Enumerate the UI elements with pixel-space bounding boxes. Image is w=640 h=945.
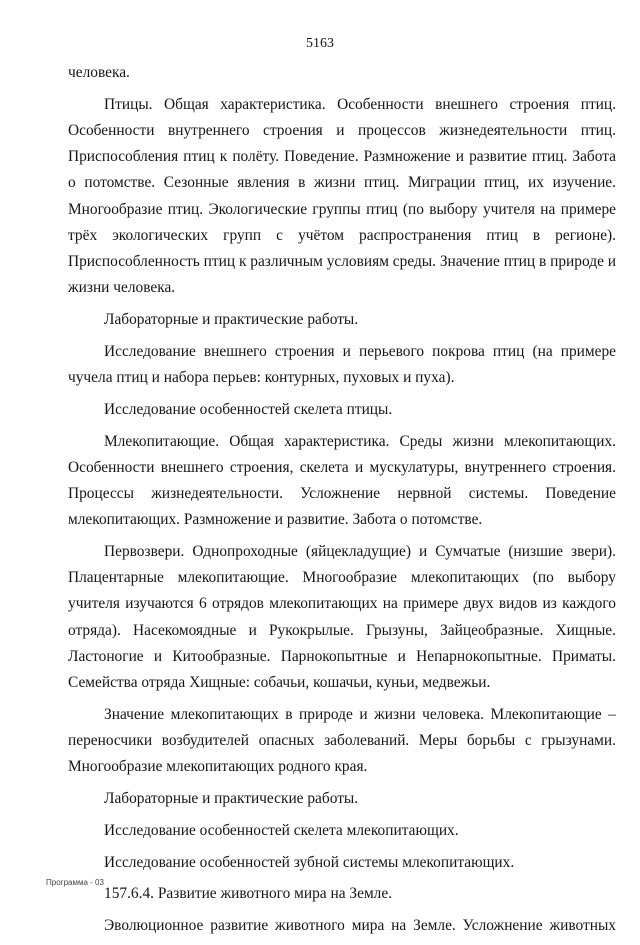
paragraph-mammal-orders: Первозвери. Однопроходные (яйцекладущие) и Сумчатые (низшие звери). Плацентарные млекопитающие. Многообразие млекопитающих (по выбору учителя изучаются 6 отрядов млекопитающих на примере двух видов из каждого отряда). Насекомоядные и Рукокрылые. Грызуны, Зайцеобразные. Хищные. Ластоногие и Китообразные. Парнокопытные и Непарнокопытные. Приматы. Семейства отряда Хищные: собачьи, кошачьи, куньи, медвежьи. — [68, 543, 616, 692]
paragraph-continuation: человека. — [68, 64, 130, 81]
paragraph-birds: Птицы. Общая характеристика. Особенности внешнего строения птиц. Особенности внутреннего строения и процессов жизнедеятельности птиц. Приспособления птиц к полёту. Поведение. Размножение и развитие птиц. Забота о потомстве. Сезонные явления в жизни птиц. Миграции птиц, их изучение. Многообразие птиц. Экологические группы птиц (по выбору учителя на примере трёх экологических групп с учётом распространения птиц в регионе). Приспособленность птиц к различным условиям среды. Значение птиц в природе и жизни человека. — [68, 95, 616, 297]
footer-label: Программа - 03 — [46, 878, 104, 887]
paragraph-lab-heading: Лабораторные и практические работы. — [104, 790, 359, 808]
paragraph-lab-feathers: Исследование внешнего строения и перьевого покрова птиц (на примере чучела птиц и набора перьев: контурных, пуховых и пуха). — [68, 342, 616, 387]
page-number: 5163 — [306, 36, 334, 51]
paragraph-lab-bird-skeleton: Исследование особенностей скелета птицы. — [104, 400, 393, 418]
paragraph-mammals: Млекопитающие. Общая характеристика. Среды жизни млекопитающих. Особенности внешнего строения, скелета и мускулатуры, внутреннего строения. Процессы жизнедеятельности. Усложнение нервной системы. Поведение млекопитающих. Размножение и развитие. Забота о потомстве. — [68, 432, 616, 529]
paragraph-lab-mammal-skeleton: Исследование особенностей скелета млекопитающих. — [104, 821, 459, 839]
section-heading: 157.6.4. Развитие животного мира на Земле. — [104, 885, 393, 903]
paragraph-evolution: Эволюционное развитие животного мира на Земле. Усложнение животных — [104, 917, 616, 935]
paragraph-lab-teeth: Исследование особенностей зубной системы млекопитающих. — [104, 853, 515, 871]
body-text — [68, 60, 616, 945]
paragraph-lab-heading: Лабораторные и практические работы. — [104, 311, 359, 329]
paragraph-mammal-significance: Значение млекопитающих в природе и жизни человека. Млекопитающие – переносчики возбудителей опасных заболеваний. Меры борьбы с грызунами. Многообразие млекопитающих родного края. — [68, 705, 616, 776]
